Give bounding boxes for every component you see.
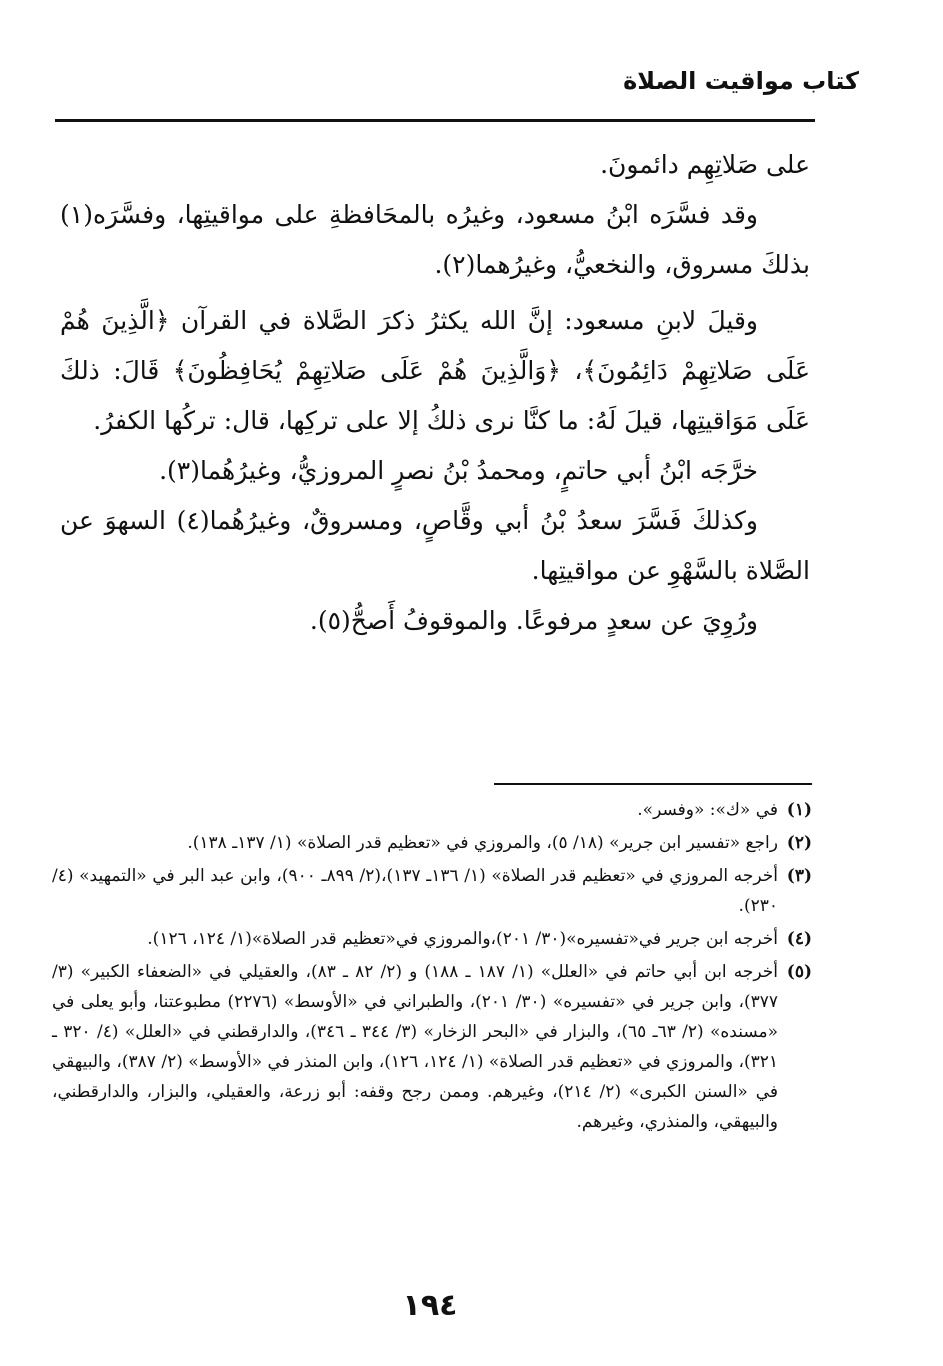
footnote-text: في «ك»: «وفسر». (637, 800, 778, 820)
main-text (60, 140, 810, 646)
paragraph: وقيلَ لابنِ مسعود: إنَّ الله يكثرُ ذكرَ الصَّلاة في القرآن ﴿الَّذِينَ هُمْ عَلَى صَلاتِهِمْ دَائِمُونَ﴾، ﴿وَالَّذِينَ هُمْ عَلَى صَلاتِهِمْ يُحَافِظُونَ﴾ قَالَ: ذلكَ عَلَى مَوَاقيتِها، قيلَ لَهُ: ما كنَّا نرى ذلكُ إلا على تركِها، قال: تركُها الكفرُ. (60, 306, 810, 435)
footnote (52, 861, 812, 921)
footnote (52, 924, 812, 954)
footnote (52, 828, 812, 858)
paragraph: وقد فسَّرَه ابْنُ مسعود، وغيرُه بالمحَافظةِ على مواقيتِها، وفسَّرَه(١) بذلكَ مسروق، والنخعيُّ، وغيرُهما(٢). (60, 200, 810, 279)
footnote-text: أخرجه ابن جرير في«تفسيره»(٣٠/ ٢٠١)،والمروزي في«تعظيم قدر الصلاة»(١/ ١٢٤، ١٢٦). (147, 929, 778, 949)
footnote-text: راجع «تفسير ابن جرير» (١٨/ ٥)، والمروزي في «تعظيم قدر الصلاة» (١/ ١٣٧ـ ١٣٨). (187, 833, 778, 853)
paragraph: وكذلكَ فَسَّرَ سعدُ بْنُ أبي وقَّاصٍ، ومسروقٌ، وغيرُهُما(٤) السهوَ عن الصَّلاة بالسَّهْوِ عن مواقيتِها. (60, 506, 810, 585)
footnote-number: (٤) (786, 929, 812, 949)
paragraph: ورُوِيَ عن سعدٍ مرفوعًا. والموقوفُ أَصحُّ(٥). (309, 606, 758, 635)
footnote-text: أخرجه المروزي في «تعظيم قدر الصلاة» (١/ ١٣٦ـ ١٣٧)،(٢/ ٨٩٩ـ ٩٠٠)، وابن عبد البر في «التمهيد» (٤/ ٢٣٠). (52, 866, 778, 916)
footnote-text: أخرجه ابن أبي حاتم في «العلل» (١/ ١٨٧ ـ ١٨٨) و (٢/ ٨٢ ـ ٨٣)، والعقيلي في «الضعفاء الكبير» (٣/ ٣٧٧)، وابن جرير في «تفسيره» (٣٠/ ٢٠١)، والطبراني في «الأوسط» (٢٢٧٦) مطبوعتنا، وأبو يعلى في «مسنده» (٢/ ٦٣ـ ٦٥)، والبزار في «البحر الزخار» (٣/ ٣٤٤ ـ ٣٤٦)، والدارقطني في «العلل» (٤/ ٣٢٠ ـ ٣٢١)، والمروزي في «تعظيم قدر الصلاة» (١/ ١٢٤، ١٢٦)، وابن المنذر في «الأوسط» (٢/ ٣٨٧)، والبيهقي في «السنن الكبرى» (٢/ ٢١٤)، وغيرهم. وممن رجح وقفه: أبو زرعة، والعقيلي، والبزار، والدارقطني، والبيهقي، والمنذري، وغيرهم. (52, 962, 779, 1132)
paragraph: على صَلاتِهِم دائمونَ. (600, 150, 810, 179)
header-rule (55, 119, 815, 122)
footnote (52, 957, 812, 1137)
footnote-number: (٣) (786, 866, 812, 886)
footnotes (52, 795, 812, 1140)
footnote (52, 795, 812, 825)
page-number: ١٩٤ (402, 1288, 458, 1323)
paragraph: خرَّجَه ابْنُ أبي حاتمٍ، ومحمدُ بْنُ نصرٍ المروزيُّ، وغيرُهُما(٣). (159, 456, 758, 485)
footnote-number: (٥) (786, 962, 812, 982)
running-head-title: كتاب مواقيت الصلاة (623, 67, 859, 95)
footnote-separator (494, 783, 812, 785)
footnote-number: (٢) (786, 833, 812, 853)
footnote-number: (١) (786, 800, 812, 820)
